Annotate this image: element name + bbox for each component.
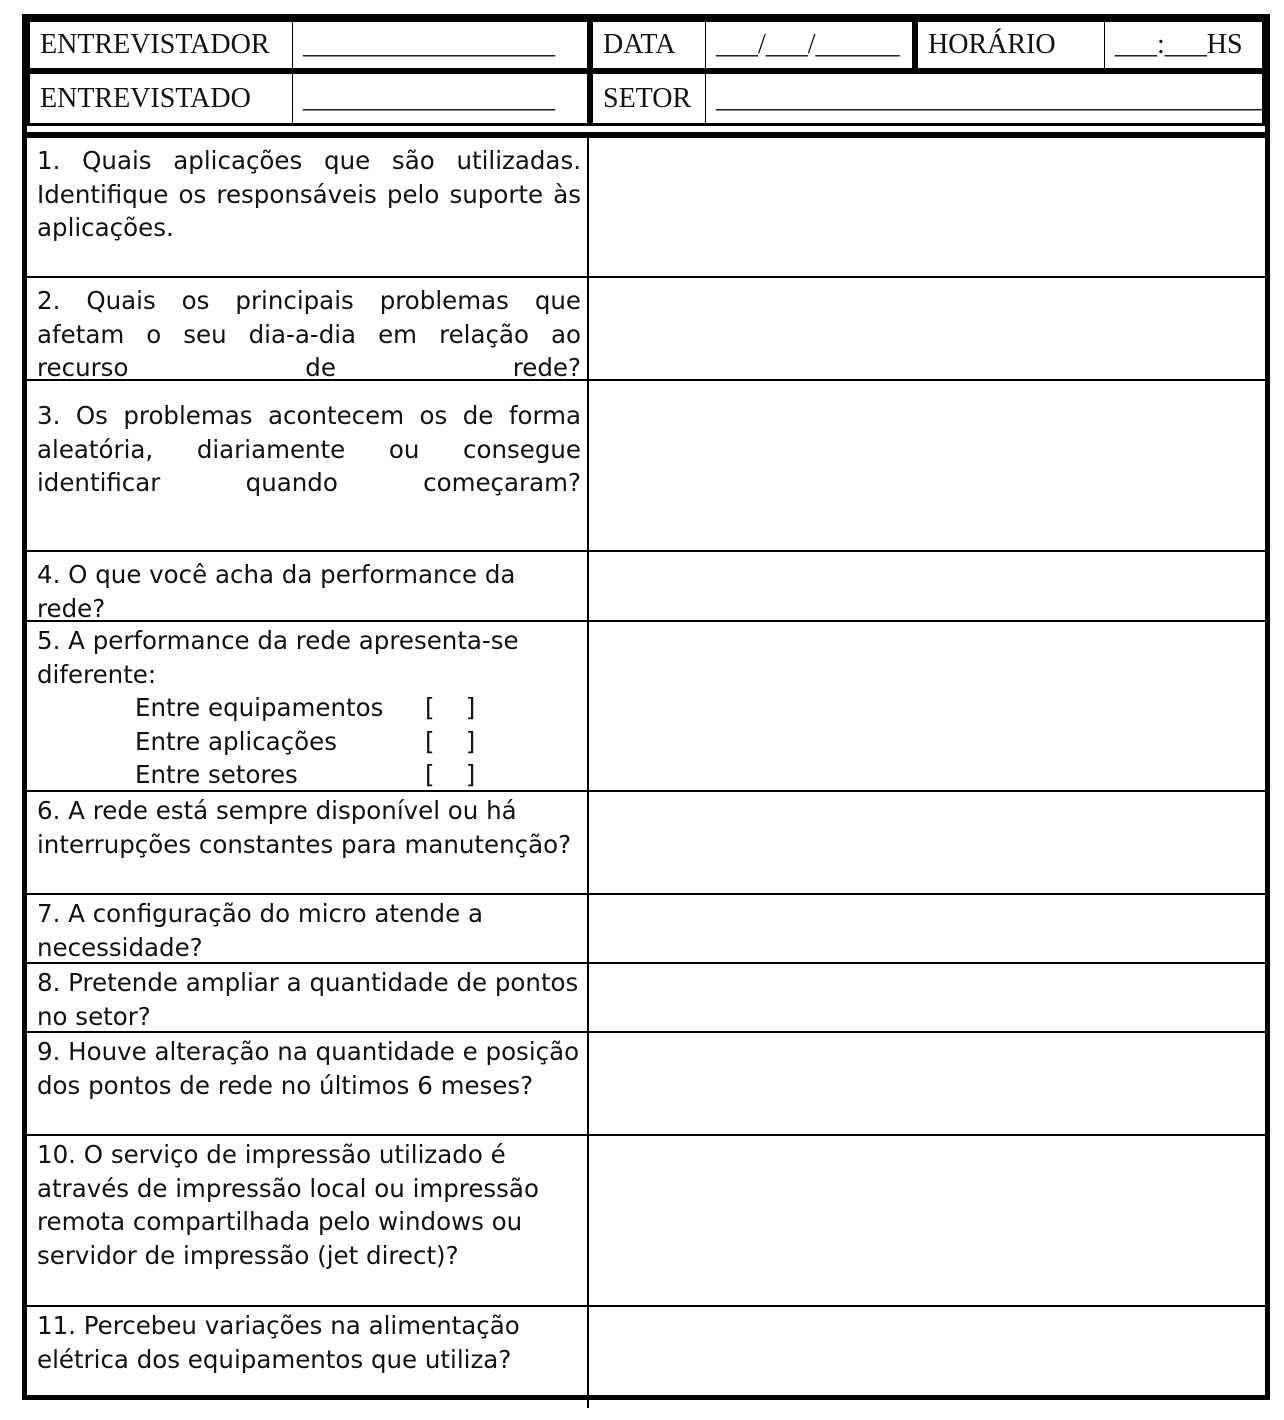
question-text: 10. O serviço de impressão utilizado é através de impressão local ou impressão remota compartilhada pelo windows ou servidor de impressão (jet direct)?	[37, 1140, 539, 1270]
question-cell	[27, 1307, 589, 1408]
option-equipment[interactable]	[37, 691, 581, 725]
option-sectors[interactable]	[37, 758, 581, 792]
answer-cell[interactable]	[589, 1307, 1265, 1408]
answer-cell[interactable]	[589, 381, 1265, 550]
answer-cell[interactable]	[589, 792, 1265, 893]
question-cell	[27, 1136, 589, 1305]
question-row-3	[27, 381, 1265, 552]
question-row-6	[27, 792, 1265, 895]
interviewee-label: ENTREVISTADO	[30, 74, 293, 123]
time-label: HORÁRIO	[918, 22, 1105, 68]
time-field[interactable]: ___:___HS	[1115, 29, 1243, 60]
option-checkbox[interactable]: [ ]	[425, 726, 476, 756]
question-text: 4. O que você acha da performance da rede?	[37, 560, 516, 623]
question-cell	[27, 622, 589, 790]
question-row-5	[27, 622, 1265, 792]
interviewee-field[interactable]: __________________	[303, 82, 555, 114]
question-cell	[27, 138, 589, 276]
option-label: Entre setores	[135, 760, 298, 790]
question-text: 9. Houve alteração na quantidade e posição dos pontos de rede no últimos 6 meses?	[37, 1037, 580, 1100]
questions-table	[27, 132, 1265, 1408]
header-interviewer-box	[27, 19, 590, 71]
question-row-9	[27, 1033, 1265, 1136]
question-row-8	[27, 964, 1265, 1033]
question-text: 5. A performance da rede apresenta-se diferente:	[37, 626, 519, 689]
question-text: 7. A configuração do micro atende a necessidade?	[37, 899, 483, 962]
header-date-box	[590, 19, 915, 71]
answer-cell[interactable]	[589, 1033, 1265, 1134]
question-text: 3. Os problemas acontecem os de forma aleatória, diariamente ou consegue identificar quando começaram?	[37, 401, 581, 498]
option-label: Entre equipamentos	[135, 693, 384, 723]
question-cell	[27, 278, 589, 383]
option-checkbox[interactable]: [ ]	[425, 760, 476, 790]
sector-field[interactable]: _______________________________________	[716, 82, 1262, 114]
answer-cell[interactable]	[589, 622, 1265, 790]
question-text: 2. Quais os principais problemas que afetam o seu dia-a-dia em relação ao recurso de rede?	[37, 286, 581, 383]
question-row-4	[27, 552, 1265, 622]
option-applications[interactable]	[37, 725, 581, 759]
answer-cell[interactable]	[589, 895, 1265, 962]
question-cell	[27, 964, 589, 1031]
question-cell	[27, 381, 589, 550]
question-cell	[27, 552, 589, 623]
header-sector-box	[590, 71, 1265, 126]
interview-form	[22, 14, 1270, 1400]
sector-label: SETOR	[593, 74, 706, 123]
question-row-1	[27, 138, 1265, 278]
question-text: 11. Percebeu variações na alimentação elétrica dos equipamentos que utiliza?	[37, 1311, 520, 1374]
interviewer-label: ENTREVISTADOR	[30, 22, 293, 68]
date-field[interactable]: ___/___/______	[716, 29, 900, 60]
answer-cell[interactable]	[589, 552, 1265, 620]
answer-cell[interactable]	[589, 138, 1265, 276]
question-row-11	[27, 1307, 1265, 1408]
question-cell	[27, 895, 589, 962]
question-text: 6. A rede está sempre disponível ou há interrupções constantes para manutenção?	[37, 796, 572, 859]
question-row-7	[27, 895, 1265, 964]
question-row-2	[27, 278, 1265, 381]
question-cell	[27, 1033, 589, 1134]
header-time-box	[915, 19, 1265, 71]
answer-cell[interactable]	[589, 278, 1265, 379]
option-label: Entre aplicações	[135, 726, 337, 756]
date-label: DATA	[593, 22, 706, 68]
question-text: 8. Pretende ampliar a quantidade de pontos no setor?	[37, 968, 579, 1031]
question-text: 1. Quais aplicações que são utilizadas. Identifique os responsáveis pelo suporte às aplicações.	[37, 146, 581, 243]
option-checkbox[interactable]: [ ]	[425, 693, 476, 723]
question-row-10	[27, 1136, 1265, 1307]
answer-cell[interactable]	[589, 964, 1265, 1031]
question-cell	[27, 792, 589, 893]
header-interviewee-box	[27, 71, 590, 126]
interviewer-field[interactable]: __________________	[303, 29, 555, 60]
answer-cell[interactable]	[589, 1136, 1265, 1305]
